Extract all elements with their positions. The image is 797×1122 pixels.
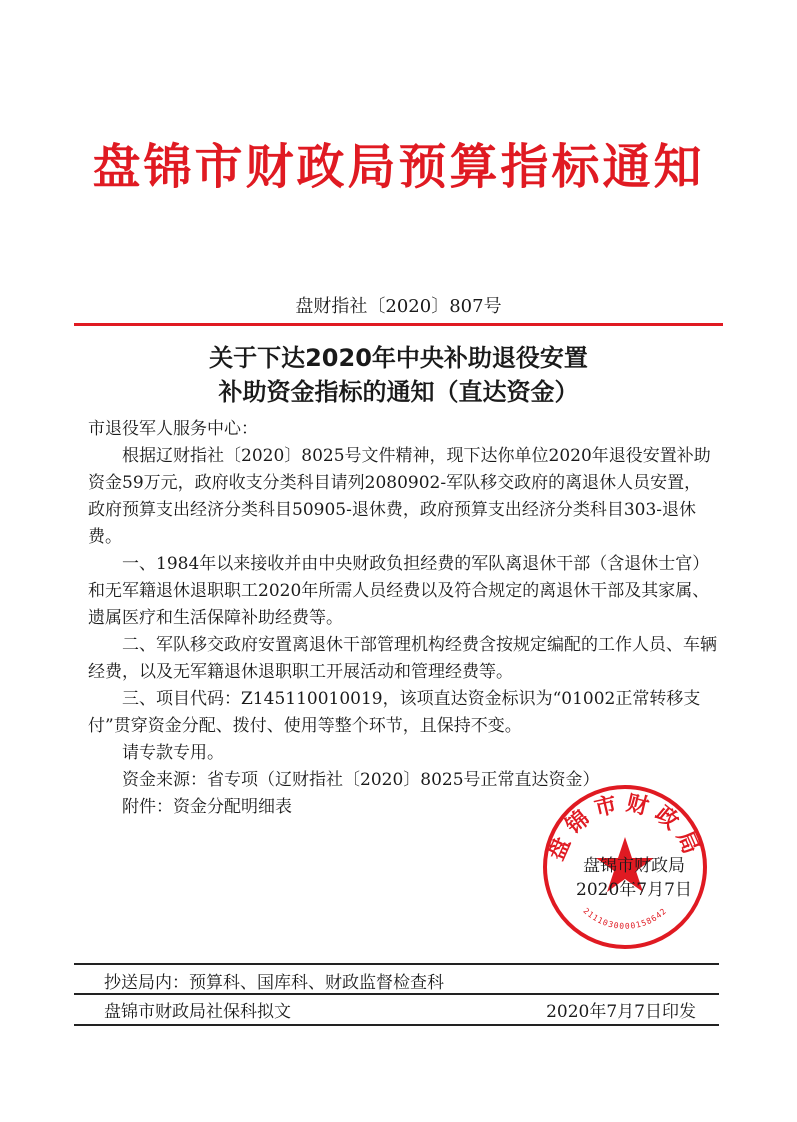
footer-rule-bottom (74, 1024, 719, 1026)
document-number: 盘财指社〔2020〕807号 (295, 296, 502, 317)
svg-text:2111030000158642 (581, 906, 668, 931)
issue-date: 2020年7月7日印发 (546, 1002, 696, 1022)
item-3: 三、项目代码：Z145110010019，该项直达资金标识为“01002正常转移支付”贯穿资金分配、拨付、使用等整个环节，且保持不变。 (88, 689, 701, 736)
red-divider (74, 323, 723, 326)
seal-code: 2111030000158642 (581, 906, 669, 931)
footer-drafter-row (104, 997, 714, 1022)
funding-source: 资金来源：省专项（辽财指社〔2020〕8025号正常直达资金） (122, 770, 600, 790)
signer-org: 盘锦市财政局 (583, 856, 685, 876)
seal-text: 盘锦市财政局 (544, 790, 706, 865)
item-1: 一、1984年以来接收并由中央财政负担经费的军队离退休干部（含退休士官）和无军籍退休退职职工2020年所需人员经费以及符合规定的离退休干部及其家属、遗属医疗和生活保障补助经费等。 (88, 554, 710, 628)
closing: 请专款专用。 (122, 743, 224, 763)
footer-rule-middle (74, 993, 719, 995)
drafter: 盘锦市财政局社保科拟文 (104, 1002, 291, 1022)
signer-date: 2020年7月7日 (576, 880, 692, 900)
signature-block (564, 854, 704, 902)
title-line-2: 补助资金指标的通知（直达资金） (218, 378, 579, 406)
item-2: 二、军队移交政府安置离退休干部管理机构经费含按规定编配的工作人员、车辆经费，以及无军籍退休退职职工开展活动和管理经费等。 (88, 635, 717, 682)
document-body (88, 416, 718, 821)
paragraph-1: 根据辽财指社〔2020〕8025号文件精神，现下达你单位2020年退役安置补助资金59万元，政府收支分类科目请列2080902-军队移交政府的离退休人员安置，政府预算支出经济分类科目50905-退休费，政府预算支出经济分类科目303-退休费。 (88, 446, 711, 547)
footer-rule-top (74, 963, 719, 965)
cc-line: 抄送局内：预算科、国库科、财政监督检查科 (104, 973, 444, 993)
addressee: 市退役军人服务中心： (88, 419, 258, 439)
masthead: 盘锦市财政局预算指标通知 (92, 139, 705, 195)
title-line-1: 关于下达2020年中央补助退役安置 (209, 344, 588, 372)
attachment: 附件：资金分配明细表 (122, 797, 292, 817)
